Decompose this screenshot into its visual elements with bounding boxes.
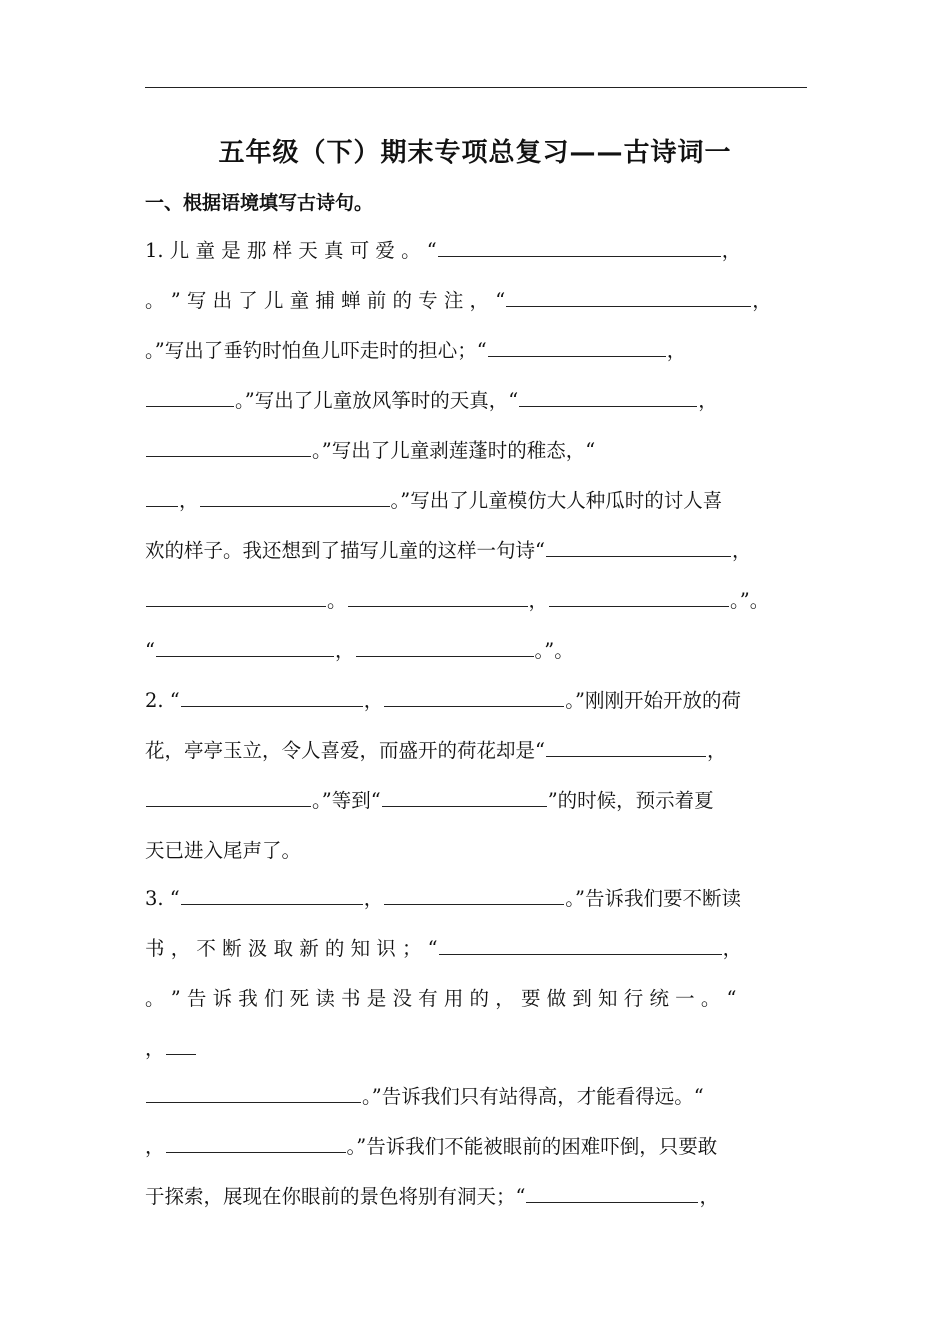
line-text: 书 ， 不 断 汲 取 新 的 知 识 ； “	[145, 937, 438, 960]
line-text: ，	[666, 339, 687, 362]
line-text: 2. “	[145, 689, 180, 712]
fill-blank[interactable]	[146, 1084, 361, 1103]
line-text: ，	[334, 639, 355, 662]
line-text: 。”告诉我们只有站得高，才能看得远。“	[362, 1085, 704, 1108]
fill-blank[interactable]	[181, 688, 363, 707]
text-line	[145, 288, 815, 314]
text-line	[145, 1084, 815, 1110]
fill-blank[interactable]	[382, 788, 547, 807]
fill-blank[interactable]	[146, 488, 178, 507]
text-line	[145, 788, 815, 814]
text-line	[145, 388, 815, 414]
line-text: 1. 儿 童 是 那 样 天 真 可 爱 。 “	[145, 239, 437, 262]
line-text: ，	[722, 937, 743, 960]
fill-blank[interactable]	[439, 936, 722, 955]
text-line	[145, 936, 815, 962]
line-text: 。	[327, 589, 347, 612]
text-line	[145, 338, 815, 364]
line-text: 。”告诉我们要不断读	[565, 887, 742, 910]
fill-blank[interactable]	[356, 638, 534, 657]
header-rule	[145, 87, 807, 88]
line-text: “	[145, 639, 155, 662]
section-heading: 一、根据语境填写古诗句。	[145, 192, 374, 214]
line-text: ，	[528, 589, 549, 612]
fill-blank[interactable]	[488, 338, 666, 357]
text-line	[145, 438, 815, 464]
line-text: 天已进入尾声了。	[145, 839, 302, 862]
line-text: ，	[363, 887, 384, 910]
line-text: 。”。	[534, 639, 574, 662]
line-text: 。 ” 告 诉 我 们 死 读 书 是 没 有 用 的 ， 要 做 到 知 行 统 一 。 “	[145, 987, 737, 1010]
fill-blank[interactable]	[181, 886, 363, 905]
fill-blank[interactable]	[348, 588, 528, 607]
fill-blank[interactable]	[549, 588, 729, 607]
line-text: ，	[699, 1185, 719, 1208]
line-text: ，	[698, 389, 718, 412]
line-text: ，	[706, 739, 727, 762]
text-line	[145, 838, 815, 864]
line-text: 。”写出了儿童模仿大人种瓜时的讨人喜	[390, 489, 723, 512]
fill-blank[interactable]	[506, 288, 751, 307]
fill-blank[interactable]	[519, 388, 697, 407]
fill-blank[interactable]	[438, 238, 721, 257]
line-text: 3. “	[145, 887, 180, 910]
line-text: ，	[145, 1037, 165, 1060]
line-text: ，	[752, 289, 772, 312]
text-line	[145, 1184, 815, 1210]
fill-blank[interactable]	[146, 388, 234, 407]
text-line	[145, 986, 815, 1012]
line-text: 。 ” 写 出 了 儿 童 捕 蝉 前 的 专 注 ， “	[145, 289, 506, 312]
line-text: 。”等到“	[312, 789, 381, 812]
line-text: 欢的样子。我还想到了描写儿童的这样一句诗“	[145, 539, 545, 562]
line-text: 。”刚刚开始开放的荷	[565, 689, 742, 712]
text-line	[145, 1036, 815, 1062]
text-line	[145, 638, 815, 664]
line-text: 花，亭亭玉立，令人喜爱，而盛开的荷花却是“	[145, 739, 545, 762]
line-text: 。”。	[730, 589, 770, 612]
text-line	[145, 738, 815, 764]
fill-blank[interactable]	[146, 588, 326, 607]
page-title: 五年级（下）期末专项总复习——古诗词一	[218, 138, 732, 168]
text-line	[145, 538, 815, 564]
line-text: 。”告诉我们不能被眼前的困难吓倒，只要敢	[346, 1135, 718, 1158]
text-line	[145, 238, 815, 264]
line-text: 。”写出了儿童放风筝时的天真，“	[235, 389, 519, 412]
line-text: ”的时候，预示着夏	[547, 789, 714, 812]
line-text: ，	[721, 239, 742, 262]
text-line	[145, 1134, 815, 1160]
line-text: 于探索，展现在你眼前的景色将别有洞天；“	[145, 1185, 526, 1208]
fill-blank[interactable]	[166, 1134, 346, 1153]
fill-blank[interactable]	[384, 886, 564, 905]
line-text: ，	[179, 489, 199, 512]
text-line	[145, 588, 815, 614]
fill-blank[interactable]	[146, 438, 311, 457]
text-line	[145, 688, 815, 714]
line-text: ，	[731, 539, 752, 562]
line-text: ，	[145, 1135, 165, 1158]
fill-blank[interactable]	[546, 738, 706, 757]
line-text: 。”写出了儿童剥莲蓬时的稚态，“	[312, 439, 596, 462]
fill-blank[interactable]	[146, 788, 311, 807]
line-text: 。”写出了垂钓时怕鱼儿吓走时的担心；“	[145, 339, 487, 362]
fill-blank[interactable]	[156, 638, 334, 657]
fill-blank[interactable]	[526, 1184, 698, 1203]
fill-blank[interactable]	[384, 688, 564, 707]
text-line	[145, 488, 815, 514]
fill-blank[interactable]	[200, 488, 390, 507]
fill-blank[interactable]	[546, 538, 731, 557]
fill-blank[interactable]	[166, 1036, 196, 1055]
line-text: ，	[363, 689, 384, 712]
text-line	[145, 886, 815, 912]
